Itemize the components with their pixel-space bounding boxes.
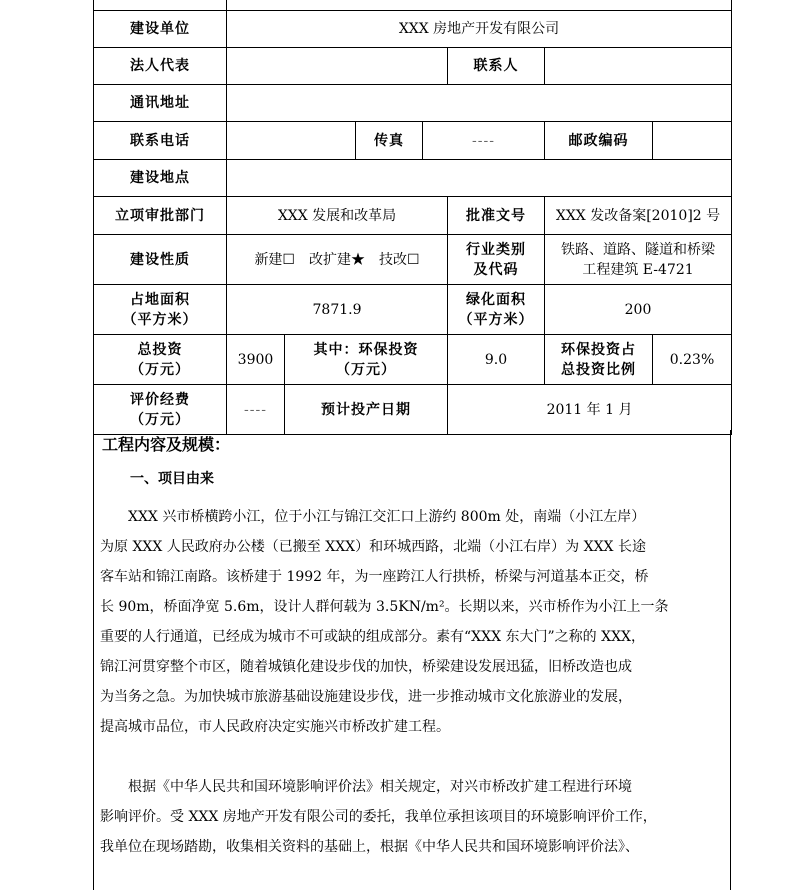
approval-dept-value: XXX 发展和改革局 (227, 197, 448, 235)
approval-dept-label: 立项审批部门 (94, 197, 227, 235)
eval-cost-label-line1: 评价经费 (130, 391, 190, 408)
total-investment-label-line1: 总投资 (137, 341, 183, 358)
postal-code-value (653, 122, 732, 160)
env-investment-label-line2: （万元） (336, 361, 396, 378)
paragraph-line: 为原 XXX 人民政府办公楼（已搬至 XXX）和环城西路，北端（小江右岸）为 XXX 长途 (100, 539, 646, 555)
form-row-investment (94, 335, 732, 385)
env-ratio-value: 0.23% (653, 335, 732, 385)
industry-category-label-line2: 及代码 (473, 261, 519, 278)
green-area-value: 200 (545, 285, 732, 335)
paragraph-line: 为当务之急。为加快城市旅游基础设施建设步伐，进一步推动城市文化旅游业的发展， (100, 689, 632, 705)
env-ratio-label (545, 335, 653, 385)
land-area-value: 7871.9 (227, 285, 448, 335)
green-area-label (448, 285, 545, 335)
construction-unit-label: 建设单位 (94, 11, 227, 48)
project-info-table (93, 0, 732, 435)
postal-code-label: 邮政编码 (545, 122, 653, 160)
paragraph-eia-basis (100, 772, 724, 862)
legal-rep-value (227, 48, 448, 85)
paragraph-project-origin (100, 502, 724, 742)
production-date-value: 2011 年 1 月 (448, 385, 732, 435)
legal-rep-label: 法人代表 (94, 48, 227, 85)
paragraph-line: 提高城市品位，市人民政府决定实施兴市桥改扩建工程。 (100, 719, 450, 735)
green-area-label-line2: （平方米） (458, 311, 534, 328)
construction-nature-options: 新建☐ 改扩建★ 技改☐ (227, 235, 448, 285)
top-value-cell (227, 0, 732, 11)
contact-label: 联系人 (448, 48, 545, 85)
site-label: 建设地点 (94, 160, 227, 197)
env-investment-label (285, 335, 448, 385)
production-date-label: 预计投产日期 (285, 385, 448, 435)
address-value (227, 85, 732, 122)
content-title: 工程内容及规模： (102, 435, 231, 454)
industry-category-value-line1: 铁路、道路、隧道和桥梁 (561, 241, 715, 258)
env-ratio-label-line1: 环保投资占 (561, 341, 636, 358)
contact-value (545, 48, 732, 85)
env-ratio-label-line2: 总投资比例 (561, 361, 636, 378)
paragraph-line: 我单位在现场踏勘，收集相关资料的基础上，根据《中华人民共和国环境影响评价法》、 (100, 839, 639, 855)
form-row-approval (94, 197, 732, 235)
paragraph-line: 长 90m，桥面净宽 5.6m，设计人群何载为 3.5KN/m²。长期以来，兴市桥作为小江上一条 (100, 599, 669, 615)
form-row-nature (94, 235, 732, 285)
site-value (227, 160, 732, 197)
form-row-construction-unit (94, 11, 732, 48)
form-row-phone (94, 122, 732, 160)
form-row-top (94, 0, 732, 11)
form-row-legal-rep (94, 48, 732, 85)
phone-value (227, 122, 356, 160)
land-area-label-line2: （平方米） (122, 311, 198, 328)
industry-category-label (448, 235, 545, 285)
paragraph-line: 重要的人行通道，已经成为城市不可或缺的组成部分。素有“XXX 东大门”之称的 XXX， (100, 629, 646, 645)
eval-cost-label (94, 385, 227, 435)
phone-label: 联系电话 (94, 122, 227, 160)
total-investment-label (94, 335, 227, 385)
land-area-label-line1: 占地面积 (130, 291, 190, 308)
form-row-eval-cost (94, 385, 732, 435)
green-area-label-line1: 绿化面积 (466, 291, 526, 308)
paragraph-line: 客车站和锦江南路。该桥建于 1992 年，为一座跨江人行拱桥，桥梁与河道基本正交，桥 (100, 569, 649, 585)
total-investment-label-line2: （万元） (130, 361, 190, 378)
paragraph-line: XXX 兴市桥横跨小江，位于小江与锦江交汇口上游约 800m 处，南端（小江左岸） (100, 509, 646, 525)
fax-value: ---- (423, 122, 545, 160)
address-label: 通讯地址 (94, 85, 227, 122)
industry-category-label-line1: 行业类别 (466, 241, 526, 258)
section-heading: 一、项目由来 (130, 471, 214, 487)
eval-cost-label-line2: （万元） (130, 411, 190, 428)
paragraph-line: 影响评价。受 XXX 房地产开发有限公司的委托，我单位承担该项目的环境影响评价工作， (100, 809, 657, 825)
eval-cost-value: ---- (227, 385, 285, 435)
construction-unit-value: XXX 房地产开发有限公司 (227, 11, 732, 48)
form-row-address (94, 85, 732, 122)
fax-label: 传真 (356, 122, 423, 160)
total-investment-value: 3900 (227, 335, 285, 385)
env-investment-label-line1: 其中：环保投资 (313, 341, 419, 358)
form-row-site (94, 160, 732, 197)
env-investment-value: 9.0 (448, 335, 545, 385)
paragraph-line: 根据《中华人民共和国环境影响评价法》相关规定，对兴市桥改扩建工程进行环境 (100, 779, 632, 795)
form-row-area (94, 285, 732, 335)
top-label-cell (94, 0, 227, 11)
construction-nature-label: 建设性质 (94, 235, 227, 285)
approval-doc-value: XXX 发改备案[2010]2 号 (545, 197, 732, 235)
approval-doc-label: 批准文号 (448, 197, 545, 235)
industry-category-value-line2: 工程建筑 E-4721 (582, 261, 694, 278)
land-area-label (94, 285, 227, 335)
paragraph-line: 锦江河贯穿整个市区，随着城镇化建设步伐的加快，桥梁建设发展迅猛，旧桥改造也成 (100, 659, 632, 675)
industry-category-value (545, 235, 732, 285)
project-content-section (93, 430, 731, 890)
